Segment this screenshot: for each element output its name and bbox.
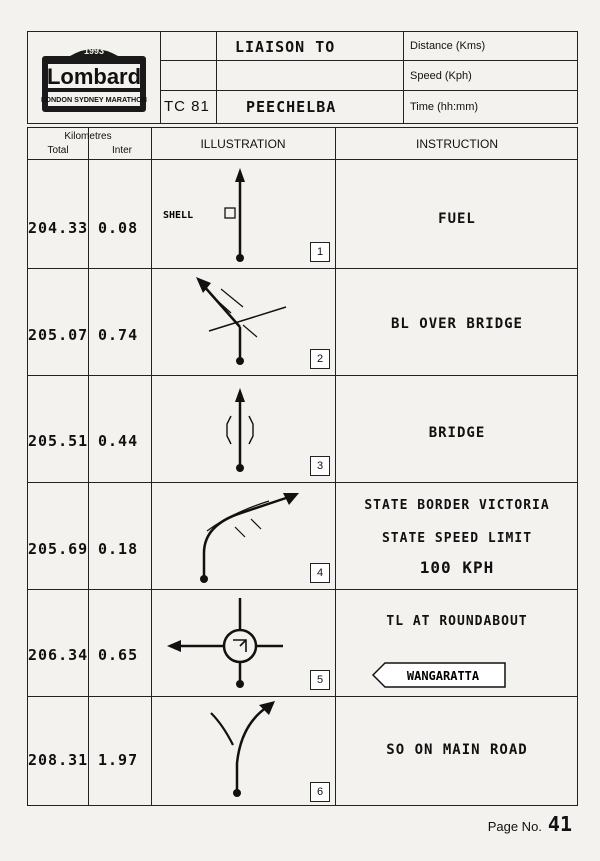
page-number: [488, 812, 572, 836]
lombard-logo: [40, 42, 148, 114]
sign-text: WANGARATTA: [406, 669, 480, 683]
row2-box: 2: [310, 349, 330, 369]
logo-event: LONDON SYDNEY MARATHON: [41, 95, 147, 104]
illustration-3: [151, 376, 335, 482]
logo-name: Lombard: [46, 64, 142, 89]
destination: PEECHELBA: [246, 98, 337, 116]
row4-instruction-2: STATE SPEED LIMIT: [381, 531, 533, 546]
row2-inter: 0.74: [98, 326, 139, 344]
illustration-6: [151, 697, 335, 805]
total-header: Total: [47, 145, 69, 156]
row1-box: 1: [310, 242, 330, 262]
row3-instruction: BRIDGE: [428, 425, 486, 441]
logo-year: 1993: [83, 46, 105, 56]
row1-instruction: FUEL: [438, 211, 476, 227]
row4-total: 205.69: [28, 540, 89, 558]
row5-box: 5: [310, 670, 330, 690]
header-box: [27, 31, 578, 124]
shell-label: SHELL: [163, 210, 194, 221]
row3-inter: 0.44: [98, 432, 139, 450]
illustration-2: [151, 269, 335, 375]
row6-instruction: SO ON MAIN ROAD: [386, 742, 528, 758]
header-title: LIAISON TO: [235, 38, 336, 56]
instruction-header: INSTRUCTION: [416, 137, 498, 151]
row3-box: 3: [310, 456, 330, 476]
speed-label: Speed (Kph): [410, 70, 472, 82]
km-header: Kilometres: [64, 131, 112, 142]
illustration-1: [151, 160, 335, 268]
row5-instruction: TL AT ROUNDABOUT: [386, 614, 528, 629]
row5-total: 206.34: [28, 646, 89, 664]
row6-inter: 1.97: [98, 751, 139, 769]
row6-box: 6: [310, 782, 330, 802]
row5-inter: 0.65: [98, 646, 139, 664]
illustration-header: ILLUSTRATION: [200, 137, 286, 151]
inter-header: Inter: [111, 145, 132, 156]
page-label: Page No.: [487, 819, 542, 834]
illustration-4: [151, 483, 335, 589]
direction-sign: [371, 661, 507, 689]
row4-box: 4: [310, 563, 330, 583]
route-table: [27, 127, 578, 806]
time-label: Time (hh:mm): [410, 101, 479, 113]
row4-inter: 0.18: [98, 540, 139, 558]
distance-label: Distance (Kms): [410, 40, 486, 52]
tc-number: TC 81: [164, 98, 210, 115]
page-number-value: 41: [547, 812, 572, 836]
row4-instruction-1: STATE BORDER VICTORIA: [364, 498, 550, 513]
row1-total: 204.33: [28, 219, 89, 237]
row2-instruction: BL OVER BRIDGE: [390, 316, 523, 332]
row4-instruction-3: 100 KPH: [419, 558, 495, 577]
row6-total: 208.31: [28, 751, 89, 769]
illustration-5: [151, 590, 335, 696]
row1-inter: 0.08: [98, 219, 139, 237]
row3-total: 205.51: [28, 432, 89, 450]
row2-total: 205.07: [28, 326, 89, 344]
